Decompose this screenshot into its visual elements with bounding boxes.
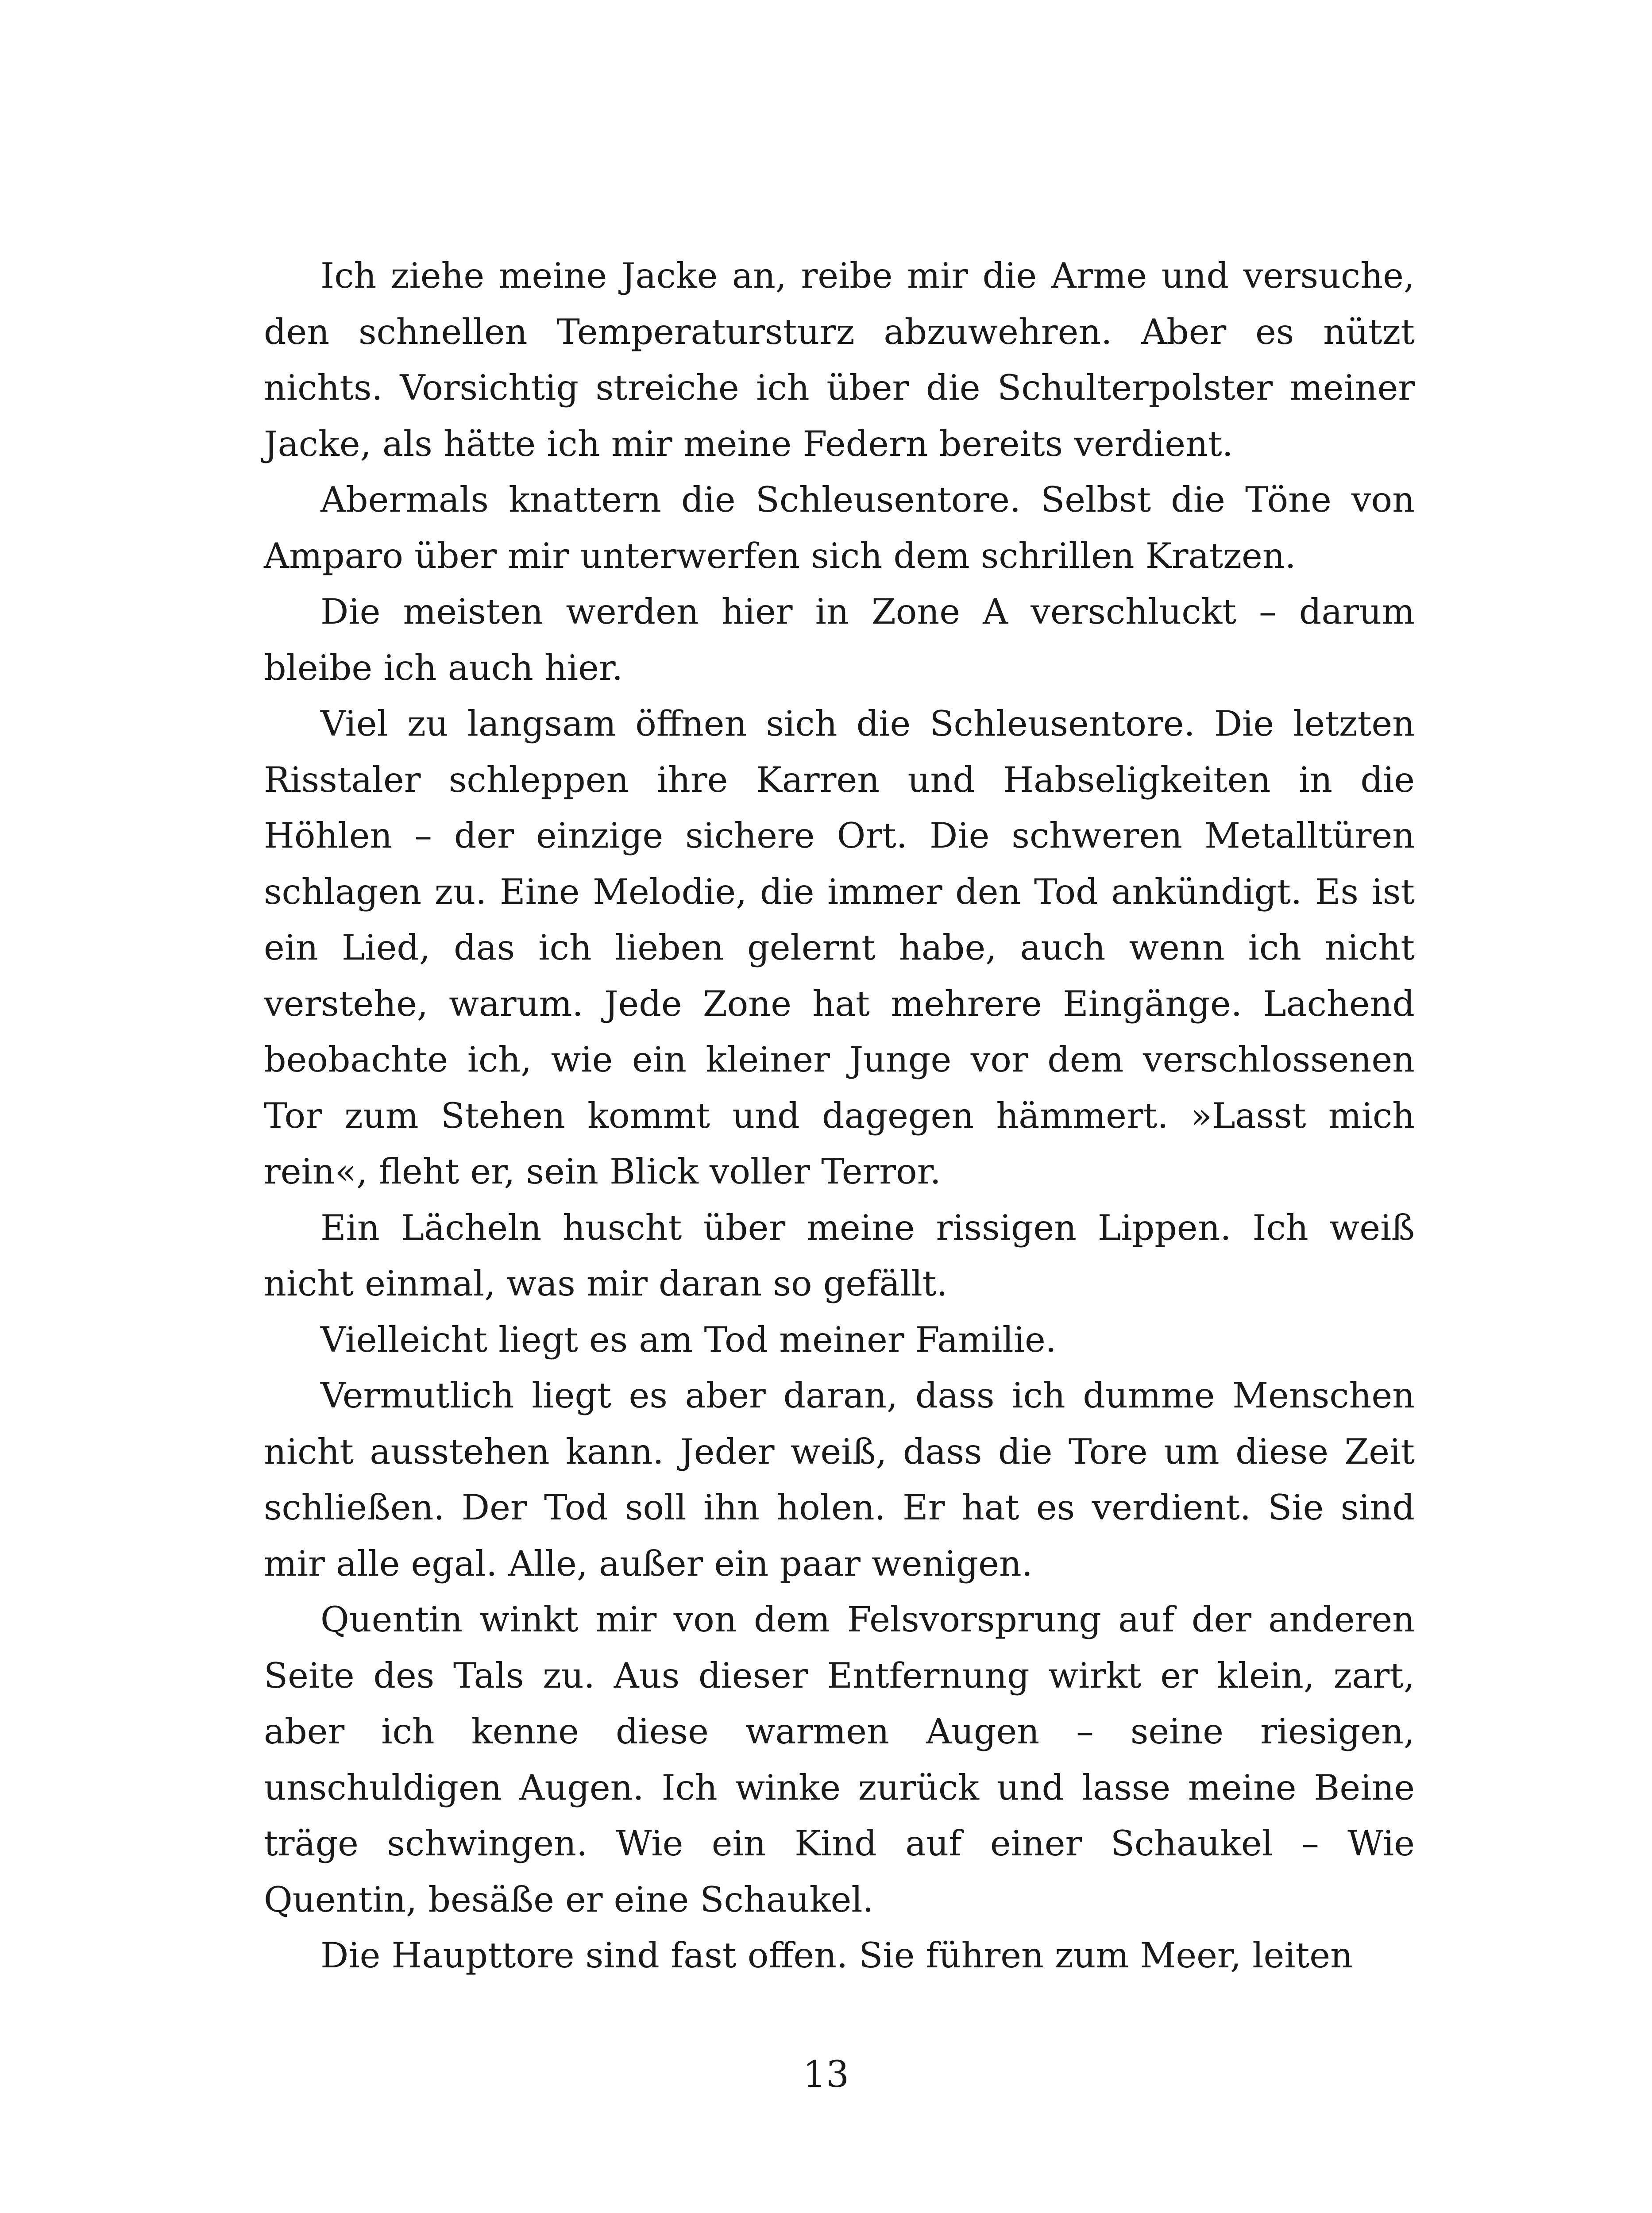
paragraph-3: Die meisten werden hier in Zone A verschluckt – darum bleibe ich auch hier. — [264, 591, 1415, 688]
paragraph-7: Vermutlich liegt es aber daran, dass ich dumme Menschen nicht ausstehen kann. Jeder weiß, dass die Tore um diese Zeit schließen. Der Tod soll ihn holen. Er hat es verdient. Sie sind mir alle egal. Alle, außer ein paar wenigen. — [264, 1375, 1415, 1584]
paragraph-6: Vielleicht liegt es am Tod meiner Familie. — [320, 1319, 1057, 1360]
paragraph-9: Die Haupttore sind fast offen. Sie führen zum Meer, leiten — [320, 1935, 1353, 1976]
paragraph-8: Quentin winkt mir von dem Felsvorsprung auf der anderen Seite des Tals zu. Aus dieser Entfernung wirkt er klein, zart, aber ich kenne diese warmen Augen – seine riesigen, unschuldigen Augen. Ich winke zurück und lasse meine Beine träge schwingen. Wie ein Kind auf einer Schaukel – Wie Quentin, besäße er eine Schaukel. — [264, 1599, 1415, 1920]
paragraph-5: Ein Lächeln huscht über meine rissigen Lippen. Ich weiß nicht einmal, was mir daran so gefällt. — [264, 1207, 1415, 1304]
page-number: 13 — [803, 2054, 849, 2096]
paragraph-2: Abermals knattern die Schleusentore. Selbst die Töne von Amparo über mir unterwerfen sich dem schrillen Kratzen. — [264, 479, 1415, 576]
paragraph-1: Ich ziehe meine Jacke an, reibe mir die Arme und versuche, den schnellen Temperatursturz abzuwehren. Aber es nützt nichts. Vorsichtig streiche ich über die Schulterpolster meiner Jacke, als hätte ich mir meine Federn bereits verdient. — [264, 255, 1415, 464]
body-text — [264, 248, 1415, 1984]
paragraph-4: Viel zu langsam öffnen sich die Schleusentore. Die letzten Risstaler schleppen ihre Karren und Habseligkeiten in die Höhlen – der einzige sichere Ort. Die schweren Metalltüren schlagen zu. Eine Melodie, die immer den Tod ankündigt. Es ist ein Lied, das ich lieben gelernt habe, auch wenn ich nicht verstehe, warum. Jede Zone hat mehrere Eingänge. Lachend beobachte ich, wie ein kleiner Junge vor dem verschlossenen Tor zum Stehen kommt und dagegen hämmert. »Lasst mich rein«, fleht er, sein Blick voller Terror. — [264, 703, 1415, 1192]
